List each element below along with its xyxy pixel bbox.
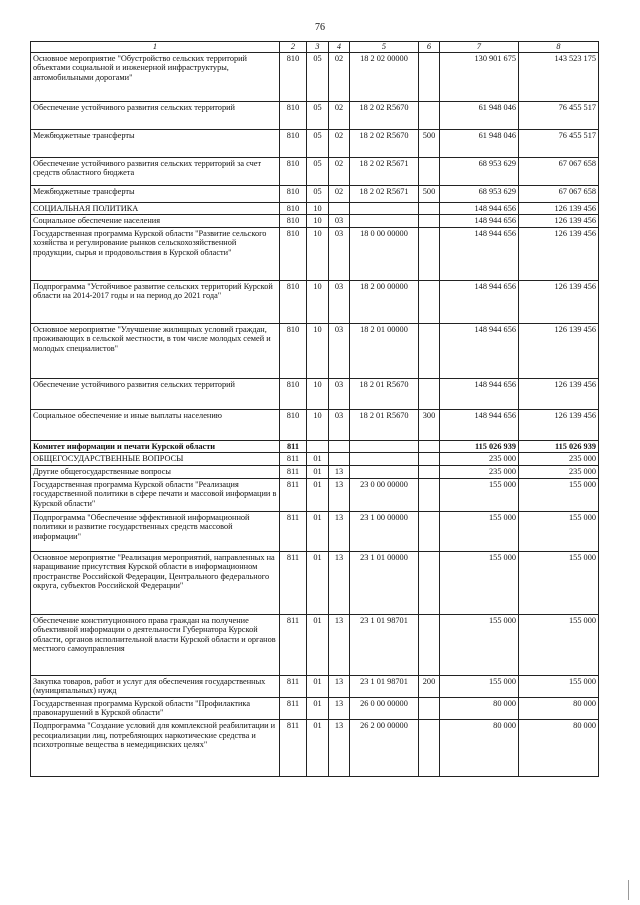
row-amount-1-cell: 148 944 656 [440, 378, 519, 409]
row-expense-type-cell: 500 [419, 185, 440, 202]
row-amount-1-cell: 155 000 [440, 675, 519, 697]
row-amount-1-cell: 148 944 656 [440, 323, 519, 378]
table-row [31, 157, 599, 185]
row-name-cell: Обеспечение устойчивого развития сельских территорий [31, 101, 280, 129]
row-target-article-cell [350, 215, 419, 228]
row-amount-1-cell: 148 944 656 [440, 227, 519, 280]
row-target-article-cell: 18 2 02 R5671 [350, 185, 419, 202]
row-subsection-cell: 02 [329, 101, 350, 129]
row-target-article-cell [350, 202, 419, 215]
row-subsection-cell: 13 [329, 675, 350, 697]
row-target-article-cell: 18 2 01 R5670 [350, 378, 419, 409]
row-amount-1-cell: 61 948 046 [440, 129, 519, 157]
row-amount-2-cell: 126 139 456 [519, 215, 599, 228]
row-amount-2-cell: 126 139 456 [519, 378, 599, 409]
row-amount-2-cell: 155 000 [519, 675, 599, 697]
row-grbs-cell: 810 [280, 280, 307, 323]
header-cell: 1 [31, 42, 280, 53]
table-row [31, 511, 599, 551]
row-expense-type-cell [419, 52, 440, 101]
row-name-cell: Комитет информации и печати Курской области [31, 440, 280, 453]
row-expense-type-cell [419, 551, 440, 614]
row-subsection-cell: 13 [329, 614, 350, 675]
row-subsection-cell: 13 [329, 719, 350, 776]
row-section-cell: 05 [307, 157, 329, 185]
header-cell: 2 [280, 42, 307, 53]
row-grbs-cell: 810 [280, 52, 307, 101]
row-amount-1-cell: 148 944 656 [440, 280, 519, 323]
page-number: 76 [315, 22, 325, 33]
row-amount-2-cell: 155 000 [519, 478, 599, 511]
row-amount-2-cell: 126 139 456 [519, 409, 599, 440]
row-amount-1-cell: 148 944 656 [440, 202, 519, 215]
row-expense-type-cell [419, 440, 440, 453]
row-name-cell: Обеспечение устойчивого развития сельских территорий за счет средств областного бюджета [31, 157, 280, 185]
row-expense-type-cell [419, 453, 440, 466]
row-subsection-cell: 13 [329, 697, 350, 719]
row-section-cell [307, 440, 329, 453]
row-amount-2-cell: 126 139 456 [519, 323, 599, 378]
header-cell: 4 [329, 42, 350, 53]
row-grbs-cell: 810 [280, 101, 307, 129]
row-expense-type-cell [419, 101, 440, 129]
row-target-article-cell: 26 2 00 00000 [350, 719, 419, 776]
row-section-cell: 01 [307, 465, 329, 478]
row-name-cell: Обеспечение устойчивого развития сельских территорий [31, 378, 280, 409]
row-subsection-cell: 02 [329, 185, 350, 202]
row-subsection-cell: 03 [329, 378, 350, 409]
row-subsection-cell: 13 [329, 465, 350, 478]
row-expense-type-cell: 500 [419, 129, 440, 157]
row-amount-1-cell: 68 953 629 [440, 157, 519, 185]
row-section-cell: 10 [307, 280, 329, 323]
row-amount-2-cell: 76 455 517 [519, 101, 599, 129]
row-expense-type-cell [419, 511, 440, 551]
row-amount-1-cell: 80 000 [440, 697, 519, 719]
row-subsection-cell: 13 [329, 511, 350, 551]
row-grbs-cell: 811 [280, 551, 307, 614]
row-target-article-cell: 26 0 00 00000 [350, 697, 419, 719]
row-target-article-cell [350, 453, 419, 466]
row-amount-2-cell: 126 139 456 [519, 202, 599, 215]
row-section-cell: 05 [307, 185, 329, 202]
row-section-cell: 05 [307, 52, 329, 101]
table-row [31, 280, 599, 323]
row-section-cell: 01 [307, 551, 329, 614]
scan-edge-mark [628, 880, 629, 900]
table-row [31, 440, 599, 453]
row-target-article-cell: 18 2 02 R5670 [350, 129, 419, 157]
row-expense-type-cell: 300 [419, 409, 440, 440]
row-grbs-cell: 810 [280, 323, 307, 378]
row-name-cell: Подпрограмма "Обеспечение эффективной информационной политики и развитие государственных средств массовой информации" [31, 511, 280, 551]
row-amount-1-cell: 115 026 939 [440, 440, 519, 453]
budget-table [30, 41, 599, 777]
row-amount-2-cell: 80 000 [519, 697, 599, 719]
table-row [31, 129, 599, 157]
row-amount-1-cell: 80 000 [440, 719, 519, 776]
row-expense-type-cell [419, 280, 440, 323]
row-target-article-cell: 23 1 01 98701 [350, 614, 419, 675]
row-target-article-cell: 23 0 00 00000 [350, 478, 419, 511]
table-header-row [31, 42, 599, 53]
row-amount-1-cell: 155 000 [440, 478, 519, 511]
row-amount-1-cell: 130 901 675 [440, 52, 519, 101]
row-expense-type-cell: 200 [419, 675, 440, 697]
row-target-article-cell: 23 1 00 00000 [350, 511, 419, 551]
table-row [31, 551, 599, 614]
row-expense-type-cell [419, 202, 440, 215]
table-row [31, 478, 599, 511]
table-row [31, 202, 599, 215]
row-section-cell: 01 [307, 675, 329, 697]
row-expense-type-cell [419, 215, 440, 228]
row-target-article-cell: 18 2 02 R5670 [350, 101, 419, 129]
row-amount-2-cell: 67 067 658 [519, 157, 599, 185]
row-amount-1-cell: 148 944 656 [440, 409, 519, 440]
row-grbs-cell: 811 [280, 719, 307, 776]
row-subsection-cell: 13 [329, 551, 350, 614]
table-row [31, 323, 599, 378]
row-amount-1-cell: 148 944 656 [440, 215, 519, 228]
row-expense-type-cell [419, 697, 440, 719]
row-grbs-cell: 810 [280, 157, 307, 185]
row-amount-2-cell: 235 000 [519, 465, 599, 478]
row-expense-type-cell [419, 323, 440, 378]
row-name-cell: Межбюджетные трансферты [31, 129, 280, 157]
row-expense-type-cell [419, 719, 440, 776]
row-section-cell: 01 [307, 511, 329, 551]
row-subsection-cell: 02 [329, 129, 350, 157]
row-target-article-cell: 18 2 00 00000 [350, 280, 419, 323]
row-subsection-cell: 02 [329, 157, 350, 185]
row-name-cell: Основное мероприятие "Реализация мероприятий, направленных на наращивание присутствия Курской области в информационном пространстве Российской Федерации, Центрального федерального округа, субъектов Российской Федерации" [31, 551, 280, 614]
row-name-cell: Подпрограмма "Устойчивое развитие сельских территорий Курской области на 2014-2017 годы и на период до 2021 года" [31, 280, 280, 323]
table-row [31, 215, 599, 228]
header-cell: 6 [419, 42, 440, 53]
table-row [31, 185, 599, 202]
table-row [31, 409, 599, 440]
row-section-cell: 01 [307, 453, 329, 466]
row-grbs-cell: 810 [280, 129, 307, 157]
row-name-cell: Другие общегосударственные вопросы [31, 465, 280, 478]
row-name-cell: Социальное обеспечение населения [31, 215, 280, 228]
table-row [31, 614, 599, 675]
row-target-article-cell: 23 1 01 98701 [350, 675, 419, 697]
row-amount-2-cell: 155 000 [519, 551, 599, 614]
row-grbs-cell: 811 [280, 478, 307, 511]
row-amount-1-cell: 155 000 [440, 511, 519, 551]
table-row [31, 697, 599, 719]
row-amount-1-cell: 235 000 [440, 453, 519, 466]
row-grbs-cell: 811 [280, 697, 307, 719]
row-section-cell: 10 [307, 378, 329, 409]
row-name-cell: Социальное обеспечение и иные выплаты населению [31, 409, 280, 440]
row-target-article-cell: 18 0 00 00000 [350, 227, 419, 280]
row-section-cell: 05 [307, 101, 329, 129]
row-amount-2-cell: 126 139 456 [519, 280, 599, 323]
row-subsection-cell: 03 [329, 323, 350, 378]
row-grbs-cell: 811 [280, 465, 307, 478]
row-section-cell: 10 [307, 323, 329, 378]
row-amount-2-cell: 80 000 [519, 719, 599, 776]
row-name-cell: Закупка товаров, работ и услуг для обеспечения государственных (муниципальных) нужд [31, 675, 280, 697]
row-grbs-cell: 810 [280, 215, 307, 228]
row-grbs-cell: 810 [280, 378, 307, 409]
row-expense-type-cell [419, 478, 440, 511]
table-row [31, 453, 599, 466]
row-section-cell: 05 [307, 129, 329, 157]
row-name-cell: СОЦИАЛЬНАЯ ПОЛИТИКА [31, 202, 280, 215]
table-row [31, 465, 599, 478]
row-name-cell: Государственная программа Курской области "Профилактика правонарушений в Курской области" [31, 697, 280, 719]
row-name-cell: Подпрограмма "Создание условий для комплексной реабилитации и ресоциализации лиц, потребляющих наркотические средства и психотропные вещества в немедицинских целях" [31, 719, 280, 776]
row-subsection-cell: 03 [329, 409, 350, 440]
row-subsection-cell: 02 [329, 52, 350, 101]
row-amount-1-cell: 235 000 [440, 465, 519, 478]
table-row [31, 52, 599, 101]
row-section-cell: 10 [307, 215, 329, 228]
row-grbs-cell: 811 [280, 511, 307, 551]
table-row [31, 719, 599, 776]
row-amount-2-cell: 235 000 [519, 453, 599, 466]
row-section-cell: 10 [307, 409, 329, 440]
row-target-article-cell [350, 465, 419, 478]
row-expense-type-cell [419, 378, 440, 409]
row-section-cell: 01 [307, 478, 329, 511]
table-row [31, 101, 599, 129]
row-amount-1-cell: 68 953 629 [440, 185, 519, 202]
header-cell: 7 [440, 42, 519, 53]
row-name-cell: Обеспечение конституционного права граждан на получение объективной информации о деятельности Губернатора Курской области, органов исполнительной власти Курской области и органов местного самоуправления [31, 614, 280, 675]
row-subsection-cell: 03 [329, 215, 350, 228]
row-amount-2-cell: 115 026 939 [519, 440, 599, 453]
row-grbs-cell: 811 [280, 440, 307, 453]
row-name-cell: Государственная программа Курской области "Развитие сельского хозяйства и регулирование рынков сельскохозяйственной продукции, сырья и продовольствия в Курской области" [31, 227, 280, 280]
header-cell: 3 [307, 42, 329, 53]
row-amount-2-cell: 76 455 517 [519, 129, 599, 157]
row-subsection-cell: 03 [329, 227, 350, 280]
row-amount-1-cell: 155 000 [440, 614, 519, 675]
row-section-cell: 10 [307, 202, 329, 215]
row-amount-2-cell: 126 139 456 [519, 227, 599, 280]
row-target-article-cell [350, 440, 419, 453]
row-section-cell: 01 [307, 697, 329, 719]
row-grbs-cell: 810 [280, 227, 307, 280]
row-target-article-cell: 23 1 01 00000 [350, 551, 419, 614]
row-amount-2-cell: 155 000 [519, 614, 599, 675]
row-grbs-cell: 810 [280, 409, 307, 440]
row-subsection-cell [329, 440, 350, 453]
row-expense-type-cell [419, 227, 440, 280]
header-cell: 8 [519, 42, 599, 53]
row-grbs-cell: 810 [280, 202, 307, 215]
row-amount-2-cell: 155 000 [519, 511, 599, 551]
row-section-cell: 01 [307, 614, 329, 675]
row-amount-2-cell: 67 067 658 [519, 185, 599, 202]
row-subsection-cell [329, 202, 350, 215]
row-amount-1-cell: 61 948 046 [440, 101, 519, 129]
table-row [31, 675, 599, 697]
row-grbs-cell: 811 [280, 453, 307, 466]
row-subsection-cell: 13 [329, 478, 350, 511]
row-target-article-cell: 18 2 01 R5670 [350, 409, 419, 440]
row-expense-type-cell [419, 157, 440, 185]
table-row [31, 227, 599, 280]
row-name-cell: Межбюджетные трансферты [31, 185, 280, 202]
row-section-cell: 10 [307, 227, 329, 280]
row-amount-1-cell: 155 000 [440, 551, 519, 614]
header-cell: 5 [350, 42, 419, 53]
row-target-article-cell: 18 2 02 R5671 [350, 157, 419, 185]
table-row [31, 378, 599, 409]
row-name-cell: Основное мероприятие "Улучшение жилищных условий граждан, проживающих в сельской местности, в том числе молодых семей и молодых специалистов" [31, 323, 280, 378]
row-name-cell: Государственная программа Курской области "Реализация государственной политики в сфере печати и массовой информации в Курской области" [31, 478, 280, 511]
row-subsection-cell: 03 [329, 280, 350, 323]
row-grbs-cell: 811 [280, 675, 307, 697]
row-amount-2-cell: 143 523 175 [519, 52, 599, 101]
row-target-article-cell: 18 2 01 00000 [350, 323, 419, 378]
row-section-cell: 01 [307, 719, 329, 776]
row-subsection-cell [329, 453, 350, 466]
row-name-cell: Основное мероприятие "Обустройство сельских территорий объектами социальной и инженерной инфраструктуры, автомобильными дорогами" [31, 52, 280, 101]
row-grbs-cell: 811 [280, 614, 307, 675]
row-target-article-cell: 18 2 02 00000 [350, 52, 419, 101]
row-name-cell: ОБЩЕГОСУДАРСТВЕННЫЕ ВОПРОСЫ [31, 453, 280, 466]
row-expense-type-cell [419, 465, 440, 478]
row-expense-type-cell [419, 614, 440, 675]
row-grbs-cell: 810 [280, 185, 307, 202]
